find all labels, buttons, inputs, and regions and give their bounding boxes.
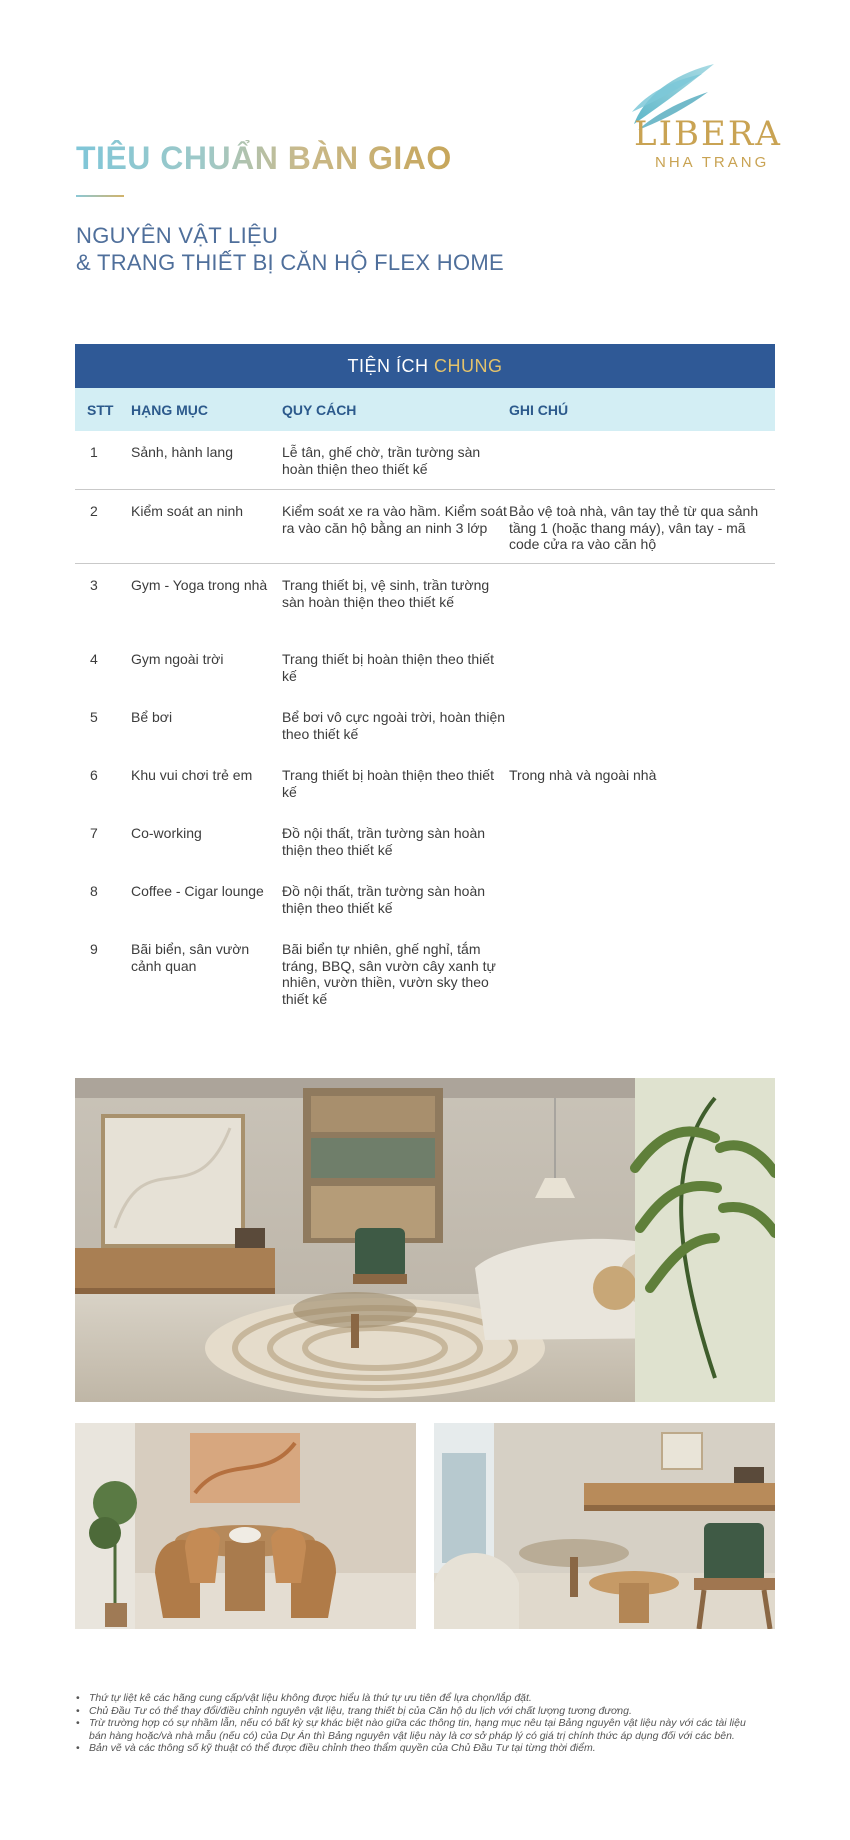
row-stt: 1 [90, 444, 98, 460]
logo-location: NHA TRANG [655, 154, 770, 171]
row-item: Sảnh, hành lang [131, 444, 233, 460]
row-spec: Bể bơi vô cực ngoài trời, hoàn thiện theo thiết kế [282, 709, 506, 742]
row-stt: 4 [90, 651, 98, 667]
footnote-item: • Bản vẽ và các thông số kỹ thuật có thể được điều chỉnh theo thẩm quyền của Chủ Đầu Tư tại từng thời điểm. [76, 1742, 766, 1755]
table-row [75, 754, 775, 812]
row-note [509, 651, 775, 696]
row-spec: Kiểm soát xe ra vào hầm. Kiểm soát ra vào căn hộ bằng an ninh 3 lớp [282, 503, 507, 536]
footnote-item: • Thứ tự liệt kê các hãng cung cấp/vật liệu không được hiểu là thứ tự ưu tiên để lựa chọn/lắp đặt. [76, 1692, 766, 1705]
row-spec: Trang thiết bị hoàn thiện theo thiết kế [282, 767, 494, 800]
row-stt: 9 [90, 941, 98, 957]
lounge-photo [434, 1423, 775, 1629]
table-title-part-2: CHUNG [434, 356, 503, 376]
table-title [75, 344, 775, 388]
table-row [75, 696, 775, 754]
table-column-header [75, 388, 775, 431]
living-room-photo [75, 1078, 775, 1402]
row-spec: Lễ tân, ghế chờ, trần tường sàn hoàn thiện theo thiết kế [282, 444, 481, 477]
column-note: GHI CHÚ [509, 401, 569, 418]
row-item: Gym ngoài trời [131, 651, 224, 667]
column-item: HẠNG MỤC [131, 401, 208, 418]
row-stt: 8 [90, 883, 98, 899]
column-spec: QUY CÁCH [282, 401, 357, 418]
row-note [509, 577, 775, 638]
row-item: Bãi biển, sân vườn cảnh quan [131, 941, 250, 974]
row-note [509, 825, 775, 870]
footnotes [76, 1692, 766, 1755]
row-stt: 5 [90, 709, 98, 725]
row-spec: Bãi biển tự nhiên, ghế nghỉ, tắm tráng, BBQ, sân vườn cây xanh tự nhiên, vườn thiền, vườn sky theo thiết kế [282, 941, 496, 1007]
table-row [75, 638, 775, 696]
subtitle-line-2: & TRANG THIẾT BỊ CĂN HỘ FLEX HOME [76, 250, 504, 275]
row-note [509, 444, 775, 489]
row-item: Coffee - Cigar lounge [131, 883, 264, 899]
row-note [509, 941, 775, 1008]
table-row [75, 431, 775, 490]
amenities-table [75, 344, 775, 1008]
dining-room-photo [75, 1423, 416, 1629]
table-row [75, 490, 775, 564]
row-stt: 6 [90, 767, 98, 783]
brand-logo [624, 62, 784, 182]
table-row [75, 812, 775, 870]
table-title-part-1: TIỆN ÍCH [347, 356, 429, 376]
row-note: Bảo vệ toà nhà, vân tay thẻ từ qua sảnh tầng 1 (hoặc thang máy), vân tay - mã code cửa ra vào căn hộ [509, 503, 759, 552]
row-stt: 2 [90, 503, 98, 519]
row-spec: Trang thiết bị hoàn thiện theo thiết kế [282, 651, 494, 684]
subtitle-line-1: NGUYÊN VẬT LIỆU [76, 223, 279, 248]
row-spec: Đồ nội thất, trần tường sàn hoàn thiện theo thiết kế [282, 825, 486, 858]
footnote-item: • Trừ trường hợp có sự nhầm lẫn, nếu có bất kỳ sự khác biệt nào giữa các thông tin, hạng mục nêu tại Bảng nguyên vật liệu này với các tài liệu bán hàng hoặc/và nhà mẫu (nếu có) của Dự Án thì Bảng nguyên vật liệu này là cơ sở pháp lý có giá trị chính thức áp dụng đối với các bên. [76, 1717, 766, 1742]
footnote-item: • Chủ Đầu Tư có thể thay đổi/điều chỉnh nguyên vật liệu, trang thiết bị của Căn hộ du lịch với chất lượng tương đương. [76, 1705, 766, 1718]
title-divider [76, 195, 124, 197]
row-spec: Trang thiết bị, vệ sinh, trần tường sàn hoàn thiện theo thiết kế [282, 577, 490, 610]
row-item: Kiểm soát an ninh [131, 503, 244, 519]
page-title: TIÊU CHUẨN BÀN GIAO [76, 140, 452, 176]
row-stt: 3 [90, 577, 98, 593]
row-item: Co-working [131, 825, 202, 841]
row-item: Bể bơi [131, 709, 173, 725]
row-note: Trong nhà và ngoài nhà [509, 767, 657, 783]
table-row [75, 564, 775, 638]
page-subtitle [76, 222, 504, 276]
row-spec: Đồ nội thất, trần tường sàn hoàn thiện theo thiết kế [282, 883, 486, 916]
row-note [509, 709, 775, 754]
row-item: Khu vui chơi trẻ em [131, 767, 253, 783]
logo-wordmark: LIBERA [634, 114, 782, 154]
row-stt: 7 [90, 825, 98, 841]
row-note [509, 883, 775, 928]
table-row [75, 870, 775, 928]
row-item: Gym - Yoga trong nhà [131, 577, 268, 593]
column-stt: STT [87, 401, 114, 418]
table-row [75, 928, 775, 1008]
